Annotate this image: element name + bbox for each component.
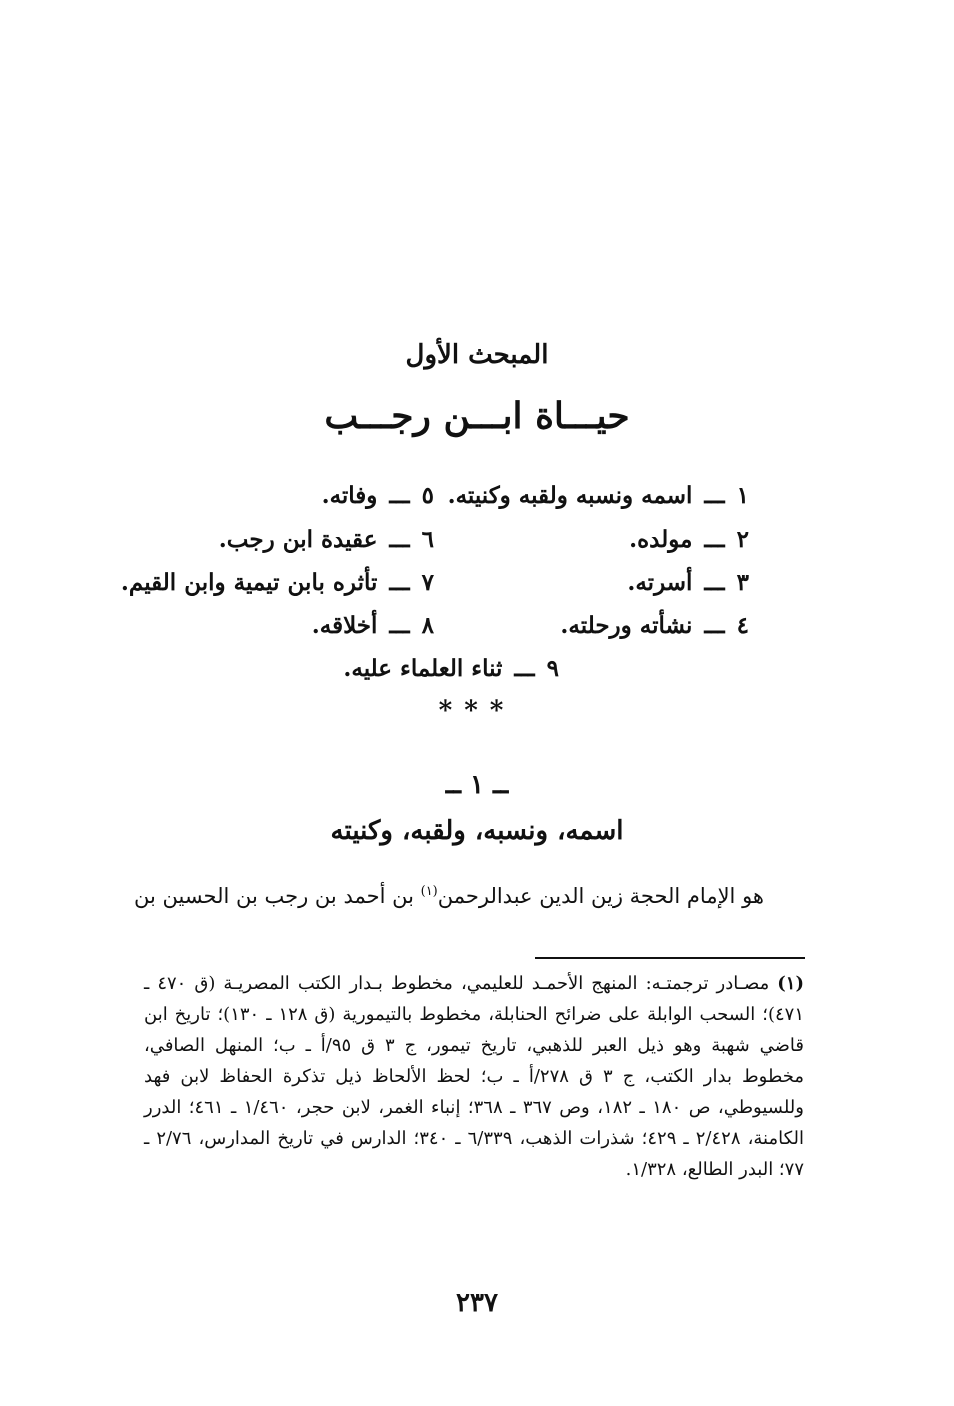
footnote-text: مصـادر ترجمتـه: المنهج الأحمـد للعليمي، مخطوط بـدار الكتب المصريـة (ق ٤٧٠ ـ ٤٧١)؛ السحب الوابلة على ضرائح الحنابلة، مخطوط بالتيمورية (ق ١٢٨ ـ ١٣٠)؛ تاريخ ابن قاضي شهبة وهو ذيل العبر للذهبي، تاريخ تيمور، ج ٣ ق ٩٥/أ ـ ب؛ المنهل الصافي، مخطوط بدار الكتب، ج ٣ ق ٢٧٨/أ ـ ب؛ لحظ الألحاظ ذيل تذكرة الحفاظ لابن فهد وللسيوطي، ص ١٨٠ ـ ١٨٢، وص ٣٦٧ ـ ٣٦٨؛ إنباء الغمر، لابن حجر، ١/٤٦٠ ـ ٤٦١؛ الدرر الكامنة، ٢/٤٢٨ ـ ٤٢٩؛ شذرات الذهب، ٦/٣٣٩ ـ ٣٤٠؛ الدارس في تاريخ المدارس، ٢/٧٦ ـ ٧٧؛ البدر الطالع، ١/٣٢٨.: [144, 973, 805, 1180]
toc-item-dash: ـــ: [704, 612, 725, 639]
toc-item-dash: ـــ: [704, 482, 725, 509]
main-title: حيـــاة ابـــن رجـــب: [324, 395, 630, 437]
section-label: المبحث الأول: [405, 340, 549, 370]
footnote-separator: [535, 957, 805, 959]
toc-item-dash: ـــ: [389, 612, 410, 639]
toc-item-dash: ـــ: [389, 569, 410, 596]
toc-item: [312, 612, 434, 639]
page-number: ٢٣٧: [456, 1288, 498, 1318]
toc-item-dash: ـــ: [389, 526, 410, 553]
toc-item-dash: ـــ: [389, 482, 410, 509]
toc-item-number: ٥: [421, 482, 434, 509]
body-paragraph: [124, 874, 764, 914]
toc-item-dash: ـــ: [704, 569, 725, 596]
toc-item-label: ثناء العلماء عليه.: [343, 655, 503, 682]
toc-item: [322, 482, 434, 509]
toc-item-number: ١: [736, 482, 749, 509]
toc-item-dash: ـــ: [514, 655, 535, 682]
toc-item: [448, 482, 749, 509]
toc-item-label: عقيدة ابن رجب.: [218, 526, 378, 553]
body-text-start: هو الإمام الحجة زين الدين عبدالرحمن: [437, 884, 764, 908]
toc-item: [629, 526, 749, 553]
footnote-reference: (١): [420, 884, 438, 899]
body-text-continued: بن أحمد بن رجب بن الحسين بن: [133, 884, 421, 908]
toc-item-number: ٩: [546, 655, 559, 682]
toc-item-dash: ـــ: [704, 526, 725, 553]
toc-item-label: مولده.: [629, 526, 693, 553]
subsection-title: اسمه، ونسبه، ولقبه، وكنيته: [330, 816, 624, 846]
toc-item: [121, 569, 434, 596]
toc-item-label: أسرته.: [627, 569, 693, 596]
toc-item: [627, 569, 749, 596]
toc-item: [343, 655, 559, 682]
toc-item-label: تأثره بابن تيمية وابن القيم.: [120, 569, 378, 596]
toc-item-label: اسمه ونسبه ولقبه وكنيته.: [447, 482, 693, 509]
toc-item-number: ٧: [421, 569, 434, 596]
toc-item-number: ٨: [421, 612, 434, 639]
footnote-number: (١): [777, 973, 804, 994]
toc-item-number: ٣: [736, 569, 749, 596]
toc-item-number: ٦: [421, 526, 434, 553]
toc-item: [560, 612, 749, 639]
toc-item-label: أخلاقه.: [311, 612, 378, 639]
toc-item: [219, 526, 434, 553]
toc-item-number: ٢: [736, 526, 749, 553]
section-divider-stars: ***: [438, 696, 516, 726]
toc-item-number: ٤: [736, 612, 749, 639]
toc-item-label: وفاته.: [321, 482, 378, 509]
toc-item-label: نشأته ورحلته.: [560, 612, 693, 639]
footnote: [144, 968, 804, 1185]
subsection-number: ــ ١ ــ: [445, 770, 509, 800]
